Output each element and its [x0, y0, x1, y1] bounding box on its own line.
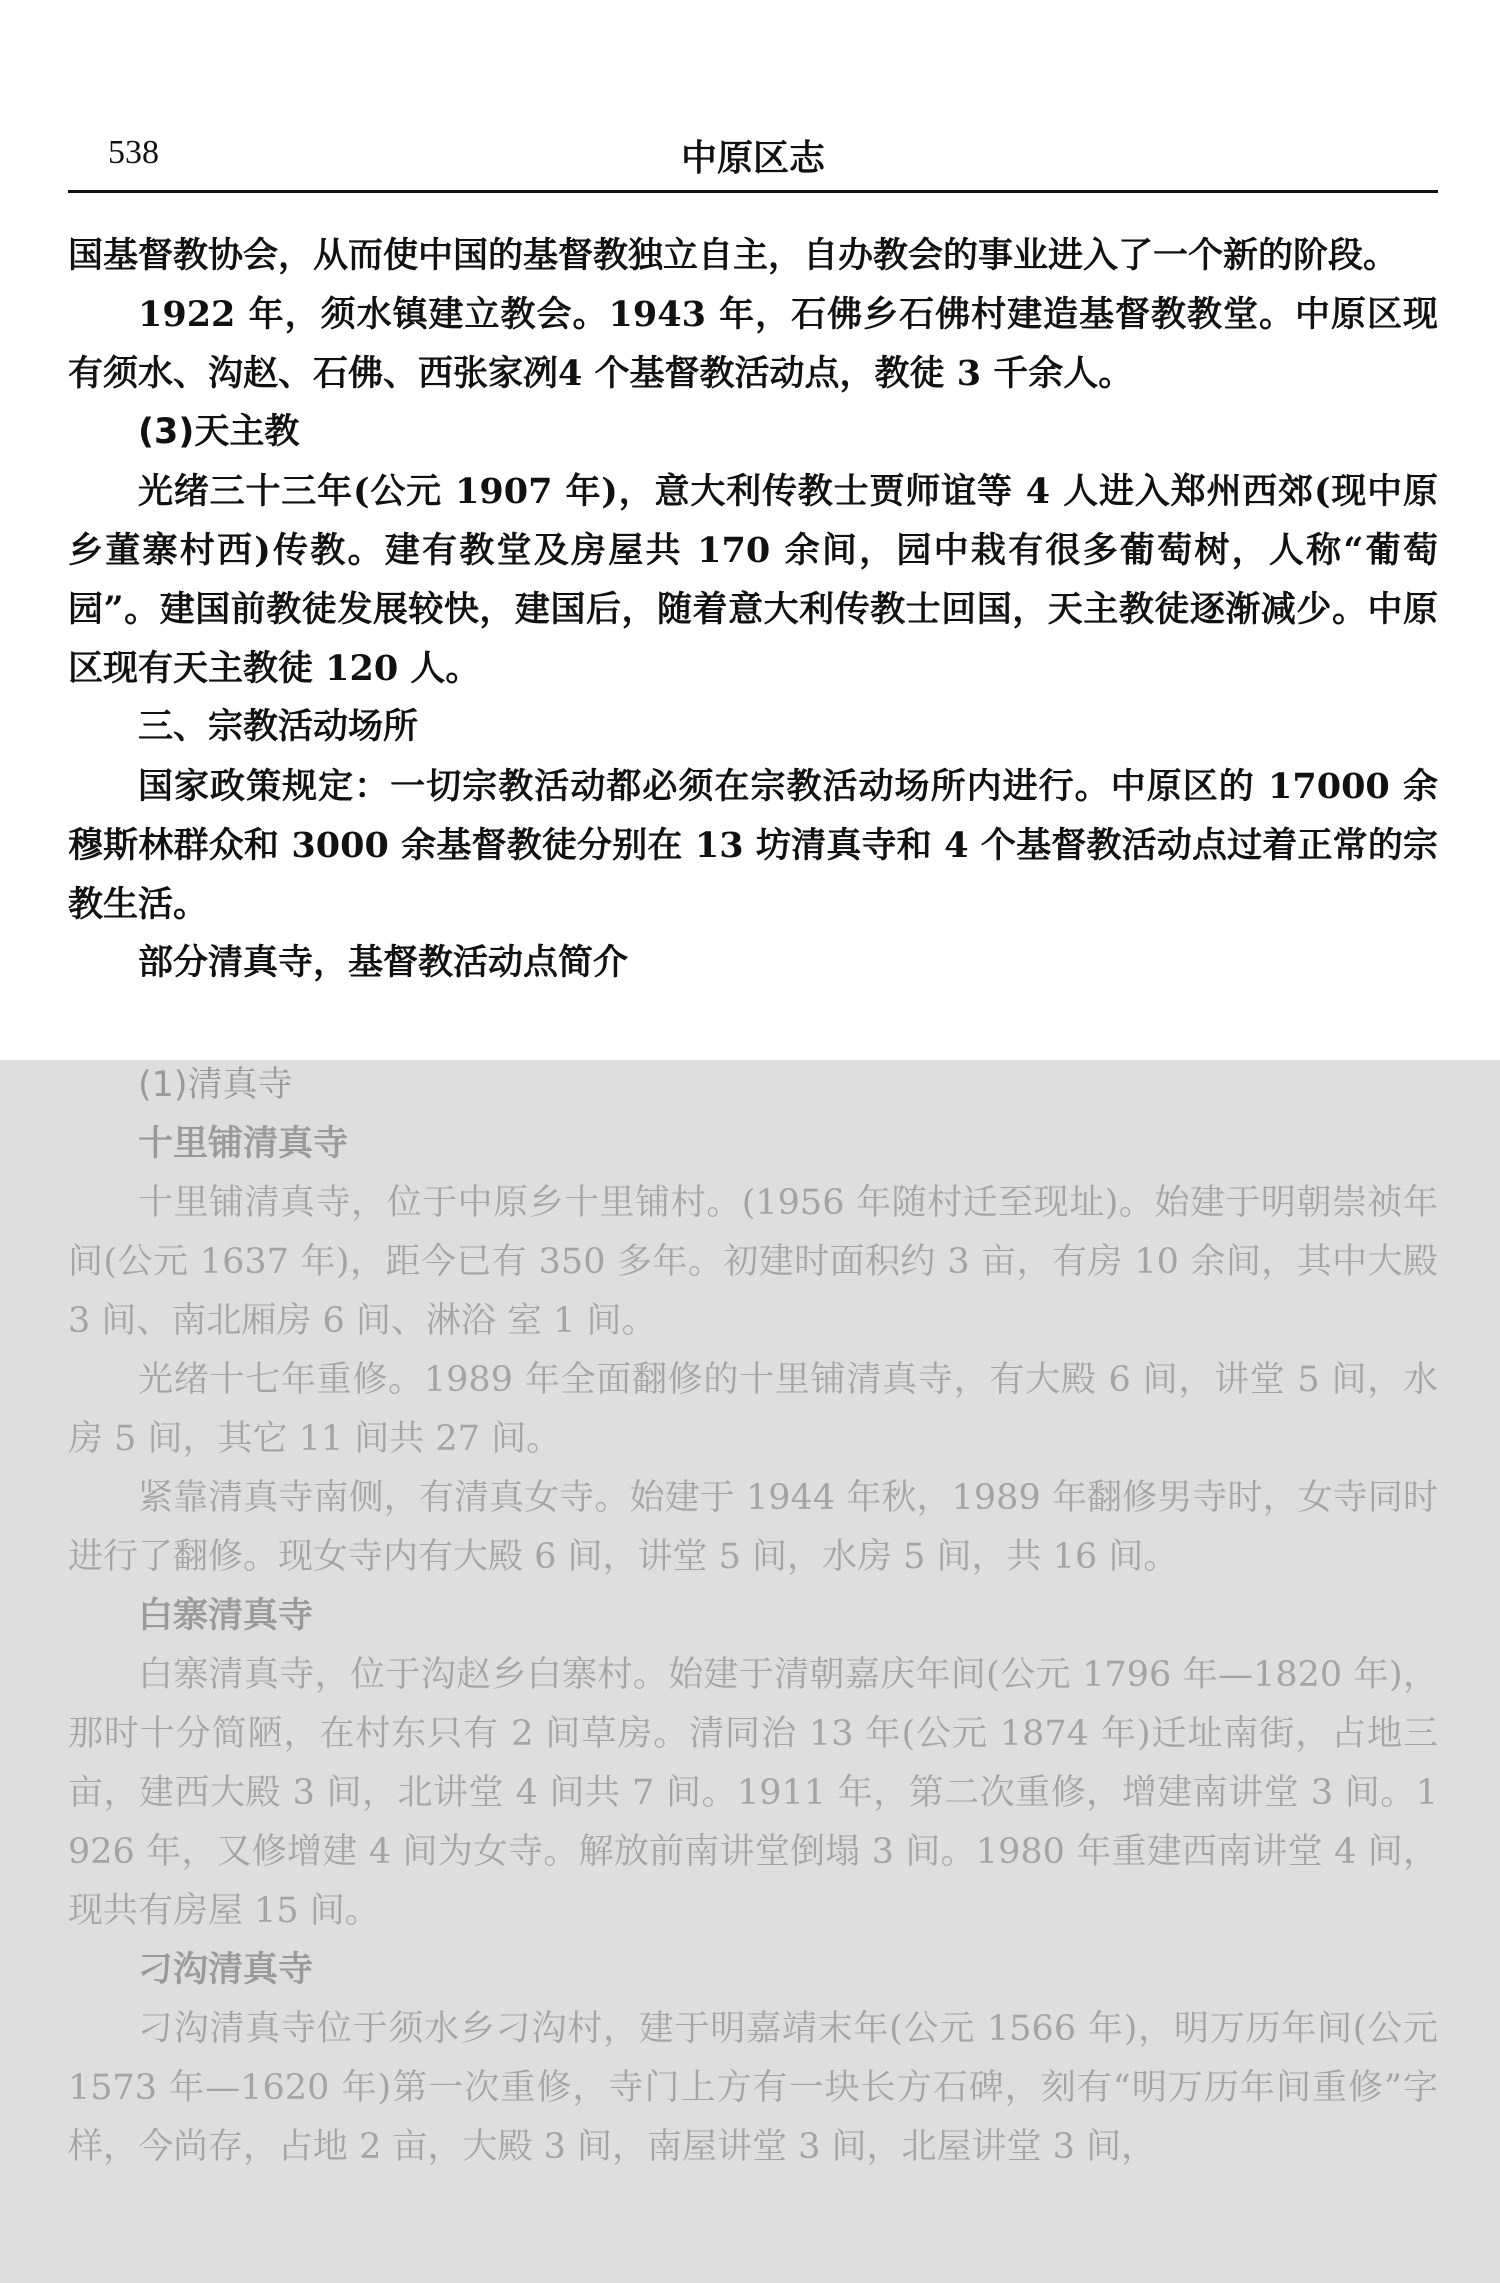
paragraph: 光绪三十三年(公元 1907 年)，意大利传教士贾师谊等 4 人进入郑州西郊(现中原乡董寨村西)传教。建有教堂及房屋共 170 余间，园中栽有很多葡萄树，人称“葡萄园”。建国前教徒发展较快，建国后，随着意大利传教士回国，天主教徒逐渐减少。中原区现有天主教徒 120 人。 — [68, 471, 1438, 689]
paragraph: 光绪十七年重修。1989 年全面翻修的十里铺清真寺，有大殿 6 间，讲堂 5 间，水房 5 间，其它 11 间共 27 间。 — [68, 1360, 1438, 1459]
page-header — [68, 130, 1438, 190]
paragraph: 十里铺清真寺，位于中原乡十里铺村。(1956 年随村迁至现址)。始建于明朝崇祯年间(公元 1637 年)，距今已有 350 多年。初建时面积约 3 亩，有房 10 余间，其中大殿 3 间、南北厢房 6 间、淋浴 室 1 间。 — [68, 1183, 1438, 1341]
paragraph: 紧靠清真寺南侧，有清真女寺。始建于 1944 年秋，1989 年翻修男寺时，女寺同时进行了翻修。现女寺内有大殿 6 间，讲堂 5 间，水房 5 间，共 16 间。 — [68, 1478, 1438, 1577]
entry-heading-shilipu: 十里铺清真寺 — [138, 1124, 349, 1164]
paragraph: 刁沟清真寺位于须水乡刁沟村，建于明嘉靖末年(公元 1566 年)，明万历年间(公元 1573 年—1620 年)第一次重修，寺门上方有一块长方石碑，刻有“明万历年间重修”字样，今尚存，占地 2 亩，大殿 3 间，南屋讲堂 3 间，北屋讲堂 3 间， — [68, 2009, 1438, 2167]
paragraph: 国家政策规定：一切宗教活动都必须在宗教活动场所内进行。中原区的 17000 余穆斯林群众和 3000 余基督教徒分别在 13 坊清真寺和 4 个基督教活动点过着正常的宗教生活。 — [68, 766, 1438, 925]
section-heading: 三、宗教活动场所 — [138, 707, 419, 747]
page-number: 538 — [108, 134, 159, 171]
paragraph-continued: 国基督教协会，从而使中国的基督教独立自主，自办教会的事业进入了一个新的阶段。 — [68, 235, 1399, 276]
entry-heading-baizhai: 白寨清真寺 — [138, 1596, 314, 1636]
entry-heading-diaogou: 刁沟清真寺 — [138, 1950, 314, 1990]
paragraph: 1922 年，须水镇建立教会。1943 年，石佛乡石佛村建造基督教教堂。中原区现有须水、沟赵、石佛、西张家冽4 个基督教活动点，教徒 3 千余人。 — [68, 294, 1438, 394]
page-body — [68, 226, 1438, 2167]
subheading-intro: 部分清真寺，基督教活动点简介 — [138, 943, 629, 983]
book-title: 中原区志 — [680, 138, 825, 179]
paragraph: 白寨清真寺，位于沟赵乡白寨村。始建于清朝嘉庆年间(公元 1796 年—1820 年)，那时十分简陋，在村东只有 2 间草房。清同治 13 年(公元 1874 年)迁址南街，占地三亩，建西大殿 3 间，北讲堂 4 间共 7 间。1911 年，第二次重修，增建南讲堂 3 间。1926 年，又修增建 4 间为女寺。解放前南讲堂倒塌 3 间。1980 年重建西南讲堂 4 间，现共有房屋 15 间。 — [68, 1655, 1438, 1931]
upper-section — [68, 226, 1438, 993]
subheading-catholic: (3)天主教 — [138, 412, 300, 452]
header-rule — [68, 190, 1438, 193]
lower-section — [68, 1056, 1438, 2177]
subheading-mosque: (1)清真寺 — [138, 1065, 293, 1105]
